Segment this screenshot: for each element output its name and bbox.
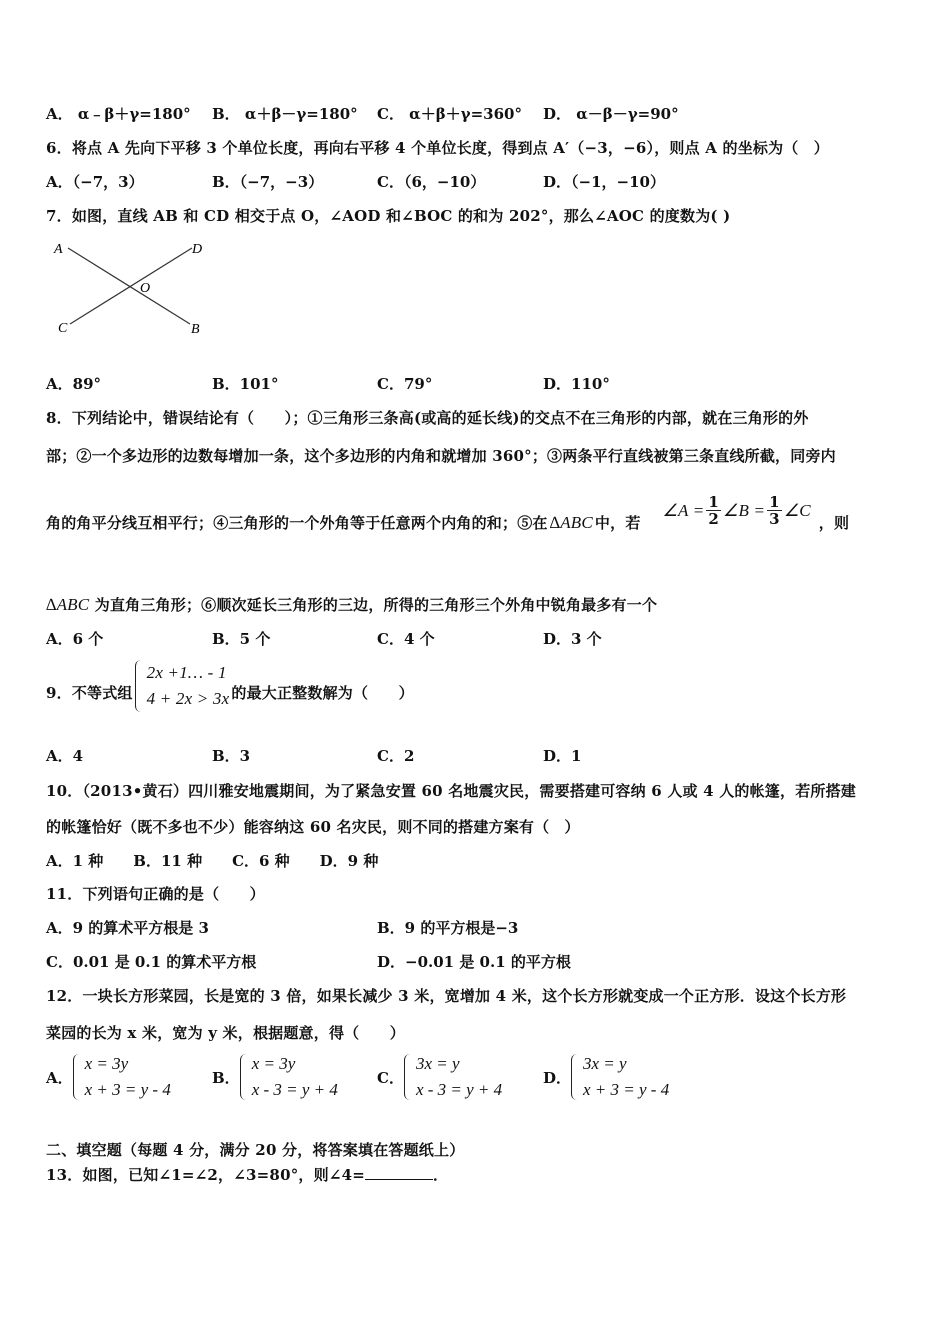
q7-option-b: B．101°: [212, 375, 279, 393]
q8-option-d: D．3 个: [543, 630, 602, 648]
q12-option-c-equations: [416, 1054, 502, 1100]
q9-option-c: C．2: [377, 747, 415, 765]
q10-line-1: 10．（2013•黄石）四川雅安地震期间，为了紧急安置 60 名地震灾民，需要搭建可容纳 6 人或 4 人的帐篷，若所搭建: [46, 782, 856, 800]
q7-option-c: C．79°: [377, 375, 433, 393]
q9-pre: 9．不等式组: [46, 683, 133, 702]
q8-line-3-post: ，则: [818, 514, 850, 532]
q6-option-b: B．（−7，−3）: [212, 173, 324, 191]
q8-line-3-mid: 中，若: [594, 514, 641, 532]
q12-option-d-brace: [571, 1054, 579, 1100]
label-a: A: [54, 242, 63, 257]
section-2-title: 二、填空题（每题 4 分，满分 20 分，将答案填在答题纸上）: [46, 1141, 465, 1159]
q9-inequality-2: 4 + 2x > 3x: [146, 689, 230, 708]
q12-option-b-eq-2: x - 3 = y + 4: [251, 1080, 338, 1099]
q11-option-d: D．−0.01 是 0.1 的平方根: [377, 953, 571, 971]
q12-option-c-eq-2: x - 3 = y + 4: [415, 1080, 503, 1099]
q13-answer-blank[interactable]: [365, 1165, 433, 1180]
q12-option-d-eq-1: 3x = y: [583, 1054, 627, 1073]
q12-line-2: 菜园的长为 x 米，宽为 y 米，根据题意，得（ ）: [46, 1024, 405, 1042]
q12-option-c-label: C．: [377, 1068, 404, 1087]
q12-option-a-system: [73, 1054, 171, 1100]
q8-option-a: A．6 个: [46, 630, 104, 648]
q8-line-4: [46, 594, 657, 615]
label-c: C: [58, 321, 68, 336]
q7-option-a: A．89°: [46, 375, 102, 393]
q12-option-c-brace: [404, 1054, 412, 1100]
q12-option-b-equations: [252, 1054, 338, 1100]
q12-option-c-eq-1: 3x = y: [415, 1054, 460, 1073]
q6-option-d: D．（−1，−10）: [543, 173, 665, 191]
q12-option-a-eq-1: x = 3y: [84, 1054, 129, 1073]
q5-option-c: C． α＋β＋γ=360°: [377, 105, 522, 123]
q8-fraction-third: [767, 494, 782, 527]
line-ab: [68, 248, 190, 324]
q7-text: 7．如图，直线 AB 和 CD 相交于点 O，∠AOD 和∠BOC 的和为 202°，那么∠AOC 的度数为( ): [46, 207, 731, 225]
q12-option-a: [46, 1054, 171, 1100]
q9-brace: [135, 660, 143, 712]
q9-inequality-system: [135, 660, 230, 712]
q11-option-a: A．9 的算术平方根是 3: [46, 919, 209, 937]
q12-option-a-eq-2: x + 3 = y - 4: [84, 1080, 171, 1099]
q9-post: 的最大正整数解为（ ）: [231, 683, 414, 702]
q12-option-a-brace: [73, 1054, 81, 1100]
q8-line-1: 8．下列结论中，错误结论有（ ）；①三角形三条高(或高的延长线)的交点不在三角形的内部，就在三角形的外: [46, 409, 809, 427]
q8-line-2: 部；②一个多边形的边数每增加一条，这个多边形的内角和就增加 360°；③两条平行直线被第三条直线所截，同旁内: [46, 447, 836, 465]
q9-inequality-1: 2x +1… - 1: [146, 663, 227, 682]
q9-inequalities: [147, 663, 230, 709]
q9-option-d: D．1: [543, 747, 582, 765]
q12-option-b-eq-1: x = 3y: [251, 1054, 296, 1073]
q8-angle-a: ∠A =: [662, 500, 705, 520]
q12-option-d-eq-2: x + 3 = y - 4: [583, 1080, 670, 1099]
q5-option-a: A． α﹣β＋γ=180°: [46, 105, 191, 123]
q6-text: 6．将点 A 先向下平移 3 个单位长度，再向右平移 4 个单位长度，得到点 A′（−3，−6），则点 A 的坐标为（ ）: [46, 139, 829, 157]
q8-angle-c: ∠C: [783, 500, 811, 520]
label-d: D: [192, 242, 203, 257]
q8-option-c: C．4 个: [377, 630, 435, 648]
line-cd: [70, 248, 192, 324]
q8-angle-b: ∠B =: [723, 500, 766, 520]
q13-pre: 13．如图，已知∠1=∠2，∠3=80°，则∠4=: [46, 1166, 365, 1184]
q13-text: [46, 1164, 448, 1185]
q9-option-b: B．3: [212, 747, 251, 765]
q6-option-c: C．（6，−10）: [377, 173, 486, 191]
q8-triangle-abc-2: ∆ABC: [46, 595, 90, 614]
q10-line-2: 的帐篷恰好（既不多也不少）能容纳这 60 名灾民，则不同的搭建方案有（ ）: [46, 818, 580, 836]
q8-fraction-half-den: 2: [708, 510, 720, 528]
q12-option-d-label: D．: [543, 1068, 572, 1087]
q12-option-b-system: [240, 1054, 338, 1100]
q7-option-d: D．110°: [543, 375, 610, 393]
q9-text: [46, 660, 414, 712]
label-o: O: [140, 281, 151, 296]
q11-option-b: B．9 的平方根是−3: [377, 919, 519, 937]
q9-option-a: A．4: [46, 747, 84, 765]
q5-option-d: D． α－β－γ=90°: [543, 105, 679, 123]
q8-triangle-abc: ∆ABC: [549, 512, 593, 532]
q12-option-b-label: B．: [212, 1068, 240, 1087]
label-b: B: [191, 322, 200, 337]
q8-fraction-half: [706, 494, 721, 527]
q5-option-b: B． α＋β－γ=180°: [212, 105, 358, 123]
q12-option-a-label: A．: [46, 1068, 73, 1087]
q8-line-3-pre: 角的角平分线互相平行；④三角形的一个外角等于任意两个内角的和；⑤在: [46, 514, 548, 532]
q12-option-c-system: [404, 1054, 502, 1100]
q12-option-d-equations: [583, 1054, 669, 1100]
q11-option-c: C．0.01 是 0.1 的算术平方根: [46, 953, 257, 971]
q12-option-d: [543, 1054, 669, 1100]
q8-fraction-third-num: 1: [769, 493, 780, 511]
q12-line-1: 12．一块长方形菜园，长是宽的 3 倍，如果长减少 3 米，宽增加 4 米，这个长方形就变成一个正方形．设这个长方形: [46, 987, 847, 1005]
q11-text: 11．下列语句正确的是（ ）: [46, 885, 265, 903]
q10-options: A．1 种 B．11 种 C．6 种 D．9 种: [46, 852, 379, 870]
q12-option-c: [377, 1054, 502, 1100]
q12-option-a-equations: [85, 1054, 171, 1100]
q8-line-3: [46, 493, 850, 539]
q6-option-a: A．（−7，3）: [46, 173, 144, 191]
q8-line-4-text: 为直角三角形；⑥顺次延长三角形的三边，所得的三角形三个外角中锐角最多有一个: [94, 596, 658, 614]
q13-post: ．: [432, 1166, 449, 1184]
q8-fraction-third-den: 3: [769, 510, 780, 528]
q8-fraction-half-num: 1: [708, 493, 720, 511]
q12-option-b-brace: [240, 1054, 248, 1100]
q12-option-b: [212, 1054, 338, 1100]
q12-option-d-system: [571, 1054, 669, 1100]
q8-option-b: B．5 个: [212, 630, 271, 648]
q7-intersecting-lines-figure: [50, 236, 220, 341]
